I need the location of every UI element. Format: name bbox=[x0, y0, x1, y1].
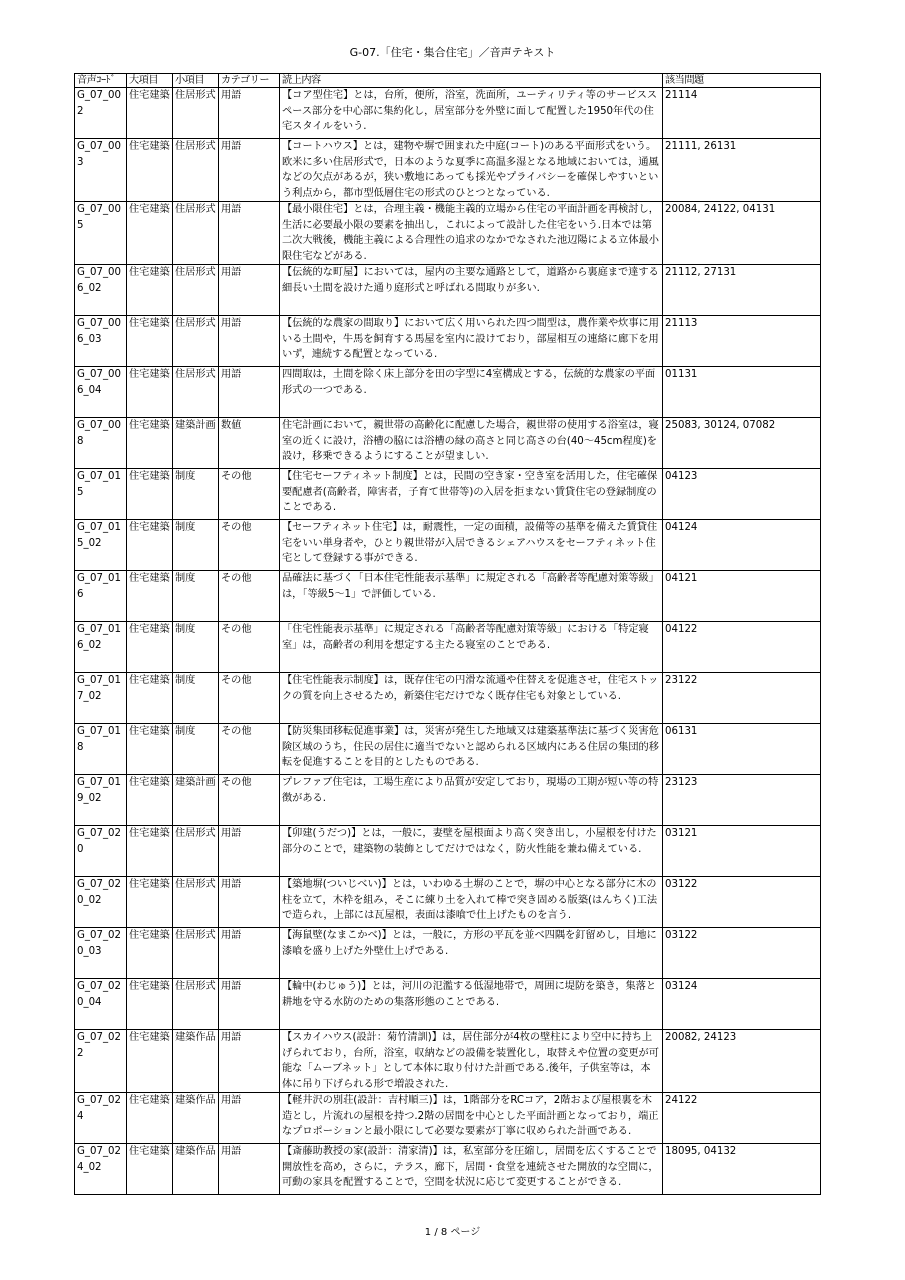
cell-minor-item: 住居形式 bbox=[173, 265, 219, 316]
cell-audio-code: G_07_015_02 bbox=[75, 520, 127, 571]
cell-related-questions: 04123 bbox=[663, 469, 821, 520]
table-row bbox=[75, 1093, 821, 1144]
cell-minor-item: 住居形式 bbox=[173, 928, 219, 979]
cell-minor-item: 住居形式 bbox=[173, 88, 219, 139]
cell-reading-content: 【海鼠壁(なまこかべ)】とは，一般に，方形の平瓦を並べ四隅を釘留めし，目地に漆喰を盛り上げた外壁仕上げである. bbox=[280, 928, 663, 979]
cell-related-questions: 03124 bbox=[663, 979, 821, 1030]
cell-major-item: 住宅建築 bbox=[127, 316, 173, 367]
table-row bbox=[75, 265, 821, 316]
table-header-row bbox=[75, 74, 821, 88]
cell-related-questions: 03122 bbox=[663, 928, 821, 979]
cell-related-questions: 24122 bbox=[663, 1093, 821, 1144]
cell-minor-item: 建築計画 bbox=[173, 775, 219, 826]
cell-category: 用語 bbox=[219, 1144, 280, 1195]
cell-related-questions: 04121 bbox=[663, 571, 821, 622]
cell-category: 用語 bbox=[219, 928, 280, 979]
cell-reading-content: 【住宅性能表示制度】は，既存住宅の円滑な流通や住替えを促進させ，住宅ストックの質を向上させるため，新築住宅だけでなく既存住宅も対象としている. bbox=[280, 673, 663, 724]
cell-category: その他 bbox=[219, 673, 280, 724]
cell-audio-code: G_07_018 bbox=[75, 724, 127, 775]
cell-minor-item: 建築作品 bbox=[173, 1144, 219, 1195]
cell-category: その他 bbox=[219, 622, 280, 673]
table-row bbox=[75, 202, 821, 265]
cell-category: 用語 bbox=[219, 367, 280, 418]
cell-major-item: 住宅建築 bbox=[127, 1093, 173, 1144]
table-row bbox=[75, 139, 821, 202]
cell-major-item: 住宅建築 bbox=[127, 202, 173, 265]
cell-reading-content: 【最小限住宅】とは，合理主義・機能主義的立場から住宅の平面計画を再検討し，生活に必要最小限の要素を抽出し，これによって設計した住宅をいう.日本では第二次大戦後，機能主義による合理性の追求のなかでなされた池辺陽による立体最小限住宅などがある. bbox=[280, 202, 663, 265]
cell-major-item: 住宅建築 bbox=[127, 520, 173, 571]
cell-category: その他 bbox=[219, 520, 280, 571]
cell-category: 用語 bbox=[219, 202, 280, 265]
cell-audio-code: G_07_017_02 bbox=[75, 673, 127, 724]
cell-related-questions: 23122 bbox=[663, 673, 821, 724]
cell-category: その他 bbox=[219, 469, 280, 520]
table-row bbox=[75, 520, 821, 571]
cell-audio-code: G_07_006_02 bbox=[75, 265, 127, 316]
cell-minor-item: 制度 bbox=[173, 622, 219, 673]
cell-related-questions: 21112, 27131 bbox=[663, 265, 821, 316]
table-row bbox=[75, 775, 821, 826]
cell-related-questions: 21111, 26131 bbox=[663, 139, 821, 202]
cell-minor-item: 住居形式 bbox=[173, 316, 219, 367]
cell-minor-item: 制度 bbox=[173, 571, 219, 622]
table-row bbox=[75, 1030, 821, 1093]
table-row bbox=[75, 316, 821, 367]
table-row bbox=[75, 367, 821, 418]
cell-related-questions: 01131 bbox=[663, 367, 821, 418]
cell-minor-item: 住居形式 bbox=[173, 877, 219, 928]
cell-audio-code: G_07_006_04 bbox=[75, 367, 127, 418]
cell-category: 用語 bbox=[219, 1030, 280, 1093]
page-footer: 1 / 8 ページ bbox=[424, 1227, 481, 1238]
cell-minor-item: 住居形式 bbox=[173, 367, 219, 418]
cell-audio-code: G_07_020 bbox=[75, 826, 127, 877]
table-body bbox=[75, 88, 821, 1195]
cell-reading-content: プレファブ住宅は，工場生産により品質が安定しており，現場の工期が短い等の特徴がある. bbox=[280, 775, 663, 826]
cell-category: 用語 bbox=[219, 826, 280, 877]
cell-reading-content: 【伝統的な町屋】においては，屋内の主要な通路として，道路から裏庭まで達する細長い土間を設けた通り庭形式と呼ばれる間取りが多い. bbox=[280, 265, 663, 316]
cell-related-questions: 20084, 24122, 04131 bbox=[663, 202, 821, 265]
cell-major-item: 住宅建築 bbox=[127, 673, 173, 724]
table-row bbox=[75, 88, 821, 139]
header-related-questions: 該当問題 bbox=[663, 74, 821, 88]
table-row bbox=[75, 724, 821, 775]
cell-reading-content: 【コートハウス】とは，建物や塀で囲まれた中庭(コート)のある平面形式をいう。欧米に多い住居形式で，日本のような夏季に高温多湿となる地域においては，通風などの欠点があるが，狭い敷地にあっても採光やプライバシーを確保しやすいという利点から，都市型低層住宅の形式のひとつとなっている. bbox=[280, 139, 663, 202]
cell-category: 用語 bbox=[219, 88, 280, 139]
cell-related-questions: 04124 bbox=[663, 520, 821, 571]
cell-related-questions: 04122 bbox=[663, 622, 821, 673]
cell-reading-content: 【伝統的な農家の間取り】において広く用いられた四つ間型は，農作業や炊事に用いる土間や，牛馬を飼育する馬屋を室内に設けており，部屋相互の連絡に廊下を用いず，連続する配置となっている. bbox=[280, 316, 663, 367]
cell-audio-code: G_07_020_02 bbox=[75, 877, 127, 928]
cell-category: 用語 bbox=[219, 979, 280, 1030]
cell-category: 用語 bbox=[219, 316, 280, 367]
cell-audio-code: G_07_002 bbox=[75, 88, 127, 139]
table-row bbox=[75, 1144, 821, 1195]
cell-major-item: 住宅建築 bbox=[127, 139, 173, 202]
cell-category: 用語 bbox=[219, 1093, 280, 1144]
cell-related-questions: 23123 bbox=[663, 775, 821, 826]
cell-reading-content: 【スカイハウス(設計：菊竹清訓)】は，居住部分が4枚の壁柱により空中に持ち上げられており，台所，浴室，収納などの設備を装置化し，取替えや位置の変更が可能な「ムーブネット」として本体に取り付けた計画である.後年，子供室等は，本体に吊り下げられる形で増設された. bbox=[280, 1030, 663, 1093]
cell-audio-code: G_07_015 bbox=[75, 469, 127, 520]
cell-minor-item: 住居形式 bbox=[173, 202, 219, 265]
cell-major-item: 住宅建築 bbox=[127, 469, 173, 520]
cell-minor-item: 制度 bbox=[173, 520, 219, 571]
cell-minor-item: 建築作品 bbox=[173, 1030, 219, 1093]
cell-reading-content: 【軽井沢の別荘(設計：吉村順三)】は，1階部分をRCコア，2階および屋根裏を木造とし，片流れの屋根を持つ.2階の居間を中心とした平面計画となっており，端正なプロポーションと最小限にして必要な要素が丁寧に収められた計画である. bbox=[280, 1093, 663, 1144]
cell-major-item: 住宅建築 bbox=[127, 571, 173, 622]
table-row bbox=[75, 877, 821, 928]
cell-audio-code: G_07_005 bbox=[75, 202, 127, 265]
cell-major-item: 住宅建築 bbox=[127, 265, 173, 316]
cell-reading-content: 【住宅セーフティネット制度】とは，民間の空き家・空き室を活用した，住宅確保要配慮者(高齢者，障害者，子育て世帯等)の入居を拒まない賃貸住宅の登録制度のことである. bbox=[280, 469, 663, 520]
table-row bbox=[75, 979, 821, 1030]
cell-audio-code: G_07_024 bbox=[75, 1093, 127, 1144]
cell-reading-content: 四間取は，土間を除く床上部分を田の字型に4室構成とする，伝統的な農家の平面形式の一つである. bbox=[280, 367, 663, 418]
header-major-item: 大項目 bbox=[127, 74, 173, 88]
cell-category: 用語 bbox=[219, 877, 280, 928]
cell-category: その他 bbox=[219, 775, 280, 826]
cell-category: その他 bbox=[219, 724, 280, 775]
header-minor-item: 小項目 bbox=[173, 74, 219, 88]
page-title: G-07.「住宅・集合住宅」／音声テキスト bbox=[349, 46, 556, 59]
cell-related-questions: 21113 bbox=[663, 316, 821, 367]
cell-major-item: 住宅建築 bbox=[127, 367, 173, 418]
cell-major-item: 住宅建築 bbox=[127, 88, 173, 139]
table-row bbox=[75, 571, 821, 622]
cell-related-questions: 25083, 30124, 07082 bbox=[663, 418, 821, 469]
cell-related-questions: 21114 bbox=[663, 88, 821, 139]
table-row bbox=[75, 928, 821, 979]
cell-related-questions: 06131 bbox=[663, 724, 821, 775]
cell-audio-code: G_07_020_03 bbox=[75, 928, 127, 979]
cell-category: 用語 bbox=[219, 139, 280, 202]
cell-minor-item: 建築計画 bbox=[173, 418, 219, 469]
cell-category: 用語 bbox=[219, 265, 280, 316]
cell-minor-item: 住居形式 bbox=[173, 139, 219, 202]
cell-major-item: 住宅建築 bbox=[127, 418, 173, 469]
cell-major-item: 住宅建築 bbox=[127, 622, 173, 673]
cell-reading-content: 【築地塀(ついじべい)】とは，いわゆる土塀のことで，塀の中心となる部分に木の柱を立て，木枠を組み，そこに練り土を入れて棒で突き固める版築(はんちく)工法で造られ，上部には瓦屋根，表面は漆喰で仕上げたものを言う. bbox=[280, 877, 663, 928]
cell-related-questions: 03121 bbox=[663, 826, 821, 877]
cell-reading-content: 【卯建(うだつ)】とは，一般に，妻壁を屋根面より高く突き出し，小屋根を付けた部分のことで，建築物の装飾としてだけではなく，防火性能を兼ね備えている. bbox=[280, 826, 663, 877]
cell-audio-code: G_07_020_04 bbox=[75, 979, 127, 1030]
header-reading-content: 読上内容 bbox=[280, 74, 663, 88]
table-row bbox=[75, 418, 821, 469]
table-row bbox=[75, 826, 821, 877]
cell-related-questions: 20082, 24123 bbox=[663, 1030, 821, 1093]
cell-category: 数値 bbox=[219, 418, 280, 469]
cell-major-item: 住宅建築 bbox=[127, 826, 173, 877]
cell-reading-content: 【セーフティネット住宅】は，耐震性，一定の面積，設備等の基準を備えた賃貸住宅をいい単身者や，ひとり親世帯が入居できるシェアハウスをセーフティネット住宅として登録する事ができる. bbox=[280, 520, 663, 571]
cell-major-item: 住宅建築 bbox=[127, 1030, 173, 1093]
audio-text-table bbox=[74, 73, 821, 1195]
cell-reading-content: 品確法に基づく「日本住宅性能表示基準」に規定される「高齢者等配慮対策等級」は，「等級5～1」で評価している. bbox=[280, 571, 663, 622]
cell-minor-item: 制度 bbox=[173, 724, 219, 775]
cell-audio-code: G_07_024_02 bbox=[75, 1144, 127, 1195]
table-row bbox=[75, 673, 821, 724]
cell-major-item: 住宅建築 bbox=[127, 724, 173, 775]
cell-minor-item: 制度 bbox=[173, 469, 219, 520]
header-category: カテゴリー bbox=[219, 74, 280, 88]
cell-reading-content: 【斎藤助教授の家(設計：清家清)】は，私室部分を圧縮し，居間を広くすることで開放性を高め，さらに，テラス，廊下，居間・食堂を連続させた開放的な空間に，可動の家具を配置することで，空間を状況に応じて変更することができる. bbox=[280, 1144, 663, 1195]
table-row bbox=[75, 622, 821, 673]
cell-reading-content: 【防災集団移転促進事業】は，災害が発生した地域又は建築基準法に基づく災害危険区域のうち，住民の居住に適当でないと認められる区域内にある住居の集団的移転を促進することを目的としたものである. bbox=[280, 724, 663, 775]
cell-reading-content: 住宅計画において，親世帯の高齢化に配慮した場合，親世帯の使用する浴室は，寝室の近くに設け，浴槽の脇には浴槽の縁の高さと同じ高さの台(40～45cm程度)を設け，移乗できるようにすることが望ましい. bbox=[280, 418, 663, 469]
cell-audio-code: G_07_016_02 bbox=[75, 622, 127, 673]
cell-audio-code: G_07_016 bbox=[75, 571, 127, 622]
cell-minor-item: 住居形式 bbox=[173, 826, 219, 877]
cell-major-item: 住宅建築 bbox=[127, 1144, 173, 1195]
cell-related-questions: 03122 bbox=[663, 877, 821, 928]
cell-minor-item: 制度 bbox=[173, 673, 219, 724]
cell-reading-content: 【コア型住宅】とは，台所，便所，浴室，洗面所，ユーティリティ等のサービススペース部分を中心部に集約化し，居室部分を外壁に面して配置した1950年代の住宅スタイルをいう. bbox=[280, 88, 663, 139]
cell-major-item: 住宅建築 bbox=[127, 979, 173, 1030]
table-row bbox=[75, 469, 821, 520]
cell-major-item: 住宅建築 bbox=[127, 775, 173, 826]
cell-minor-item: 建築作品 bbox=[173, 1093, 219, 1144]
cell-related-questions: 18095, 04132 bbox=[663, 1144, 821, 1195]
cell-audio-code: G_07_006_03 bbox=[75, 316, 127, 367]
cell-minor-item: 住居形式 bbox=[173, 979, 219, 1030]
cell-major-item: 住宅建築 bbox=[127, 928, 173, 979]
cell-major-item: 住宅建築 bbox=[127, 877, 173, 928]
cell-reading-content: 【輪中(わじゅう)】とは，河川の氾濫する低湿地帯で，周囲に堤防を築き，集落と耕地を守る水防のための集落形態のことである. bbox=[280, 979, 663, 1030]
header-audio-code: 音声ｺｰﾄﾞ bbox=[75, 74, 127, 88]
cell-reading-content: 「住宅性能表示基準」に規定される「高齢者等配慮対策等級」における「特定寝室」は，高齢者の利用を想定する主たる寝室のことである. bbox=[280, 622, 663, 673]
cell-audio-code: G_07_022 bbox=[75, 1030, 127, 1093]
cell-category: その他 bbox=[219, 571, 280, 622]
cell-audio-code: G_07_019_02 bbox=[75, 775, 127, 826]
cell-audio-code: G_07_008 bbox=[75, 418, 127, 469]
cell-audio-code: G_07_003 bbox=[75, 139, 127, 202]
